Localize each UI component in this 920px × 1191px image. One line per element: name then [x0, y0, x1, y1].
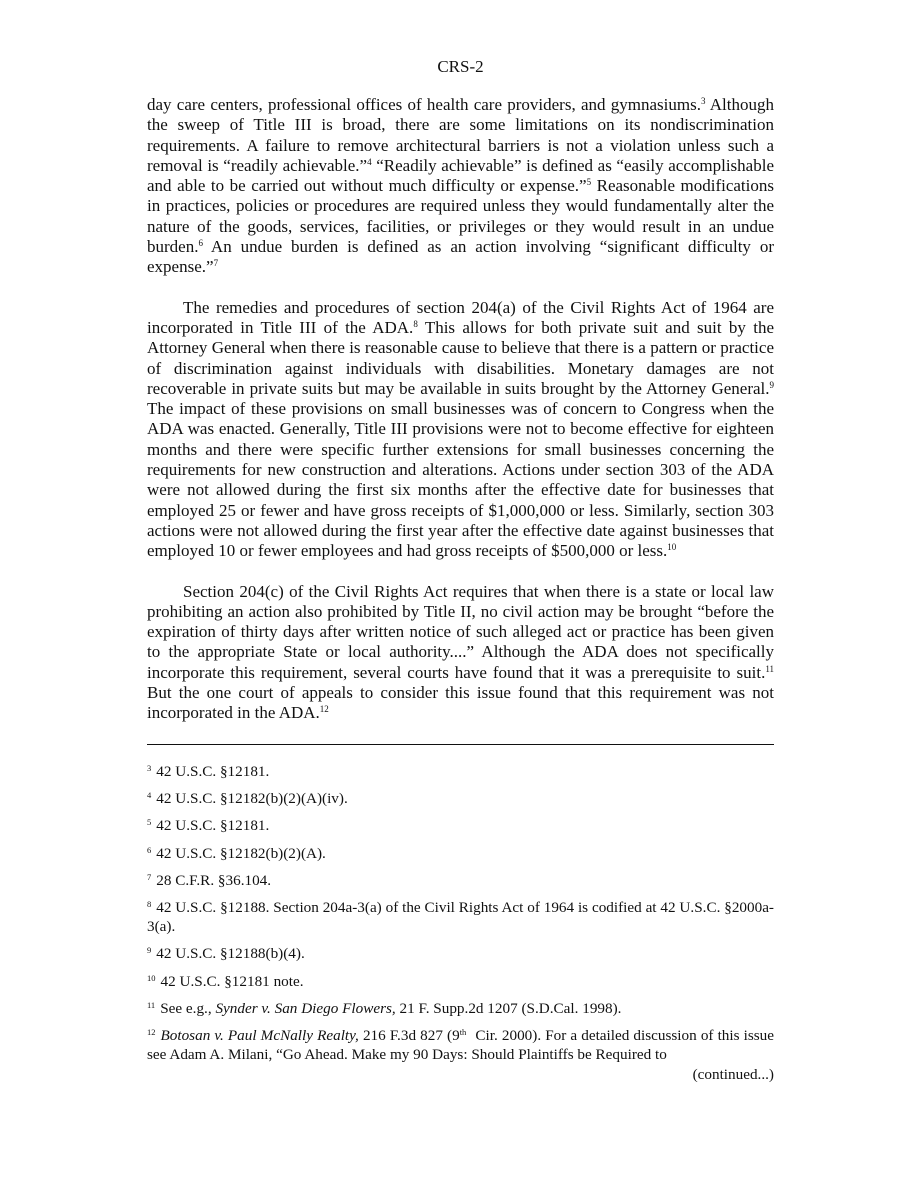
footnote-number: 9	[147, 945, 152, 956]
footnote-ref: 10	[667, 542, 677, 553]
footnote-number: 3	[147, 762, 152, 773]
case-citation: Synder v. San Diego Flowers,	[215, 999, 396, 1017]
footnote	[147, 789, 774, 808]
footnote-number: 12	[147, 1027, 156, 1038]
footnote-number: 8	[147, 899, 152, 910]
footnote-ref: 9	[769, 379, 774, 390]
footnote-number: 6	[147, 844, 152, 855]
paragraph	[147, 95, 774, 278]
paragraph	[147, 582, 774, 724]
text-run: An undue burden is defined as an action involving “significant difficulty or expense.”	[147, 237, 774, 277]
footnote-ref: 12	[319, 704, 329, 715]
footnote	[147, 972, 774, 991]
footnote-ref: 8	[413, 318, 418, 329]
text-run: 42 U.S.C. §12188. Section 204a-3(a) of the Civil Rights Act of 1964 is codified at 42 U.S.C. §2000a-3(a).	[147, 899, 774, 936]
footnote-number: 7	[147, 871, 152, 882]
text-run: 42 U.S.C. §12182(b)(2)(A).	[156, 844, 326, 862]
body-text	[147, 95, 774, 724]
text-run: 42 U.S.C. §12182(b)(2)(A)(iv).	[156, 789, 348, 807]
text-run: This allows for both private suit and suit by the Attorney General when there is reasonable cause to believe that there is a pattern or practice of discrimination against individuals with disabilities. Monetary damages are not recoverable in private suits but may be available in suits brought by the Attorney General.	[147, 317, 774, 398]
text-run: See e.g.,	[160, 999, 216, 1017]
footnote-ref: 7	[213, 258, 219, 269]
text-run: The remedies and procedures of section 204(a) of the Civil Rights Act of 1964 are incorporated in Title III of the ADA.	[147, 297, 774, 337]
footnote-ref: 3	[700, 96, 706, 106]
text-run: 21 F. Supp.2d 1207 (S.D.Cal. 1998).	[395, 999, 622, 1017]
text-run: The impact of these provisions on small businesses was of concern to Congress when the ADA was enacted. Generally, Title III provisions were not to become effective for eighteen months and there were specific further extensions for small businesses concerning the requirements for new construction and alterations. Actions under section 303 of the ADA were not allowed during the first six months after the effective date for businesses that employed 25 or fewer and have gross receipts of $1,000,000 or less. Similarly, section 303 actions were not allowed during the first year after the effective date against businesses that employed 10 or fewer employees and had gross receipts of $500,000 or less.	[147, 399, 774, 561]
text-run: Cir. 2000). For a detailed discussion of this issue see Adam A. Milani, “Go Ahead. Make my 90 Days: Should Plaintiffs be Required to	[147, 1027, 774, 1064]
text-run: But the one court of appeals to consider this issue found that this requirement was not incorporated in the ADA.	[147, 683, 774, 723]
footnote-number: 4	[147, 789, 152, 800]
footnote	[147, 844, 774, 863]
footnote-ref: 11	[765, 663, 774, 674]
footnote	[147, 871, 774, 890]
text-run: 42 U.S.C. §12188(b)(4).	[156, 945, 305, 963]
footnotes	[147, 762, 774, 1065]
footnote	[147, 999, 774, 1018]
footnote	[147, 944, 774, 963]
text-run: day care centers, professional offices of health care providers, and gymnasiums.	[147, 95, 701, 114]
text-run: 42 U.S.C. §12181.	[156, 817, 270, 835]
footnote-divider	[147, 744, 774, 745]
text-run: Although the sweep of Title III is broad, there are some limitations on its nondiscrimination requirements. A failure to remove architectural barriers is not a violation unless such a removal is “readily achievable.”	[147, 95, 774, 175]
text-run: “Readily achievable” is defined as “easily accomplishable and able to be carried out without much difficulty or expense.”	[147, 155, 774, 196]
text-run: 42 U.S.C. §12181 note.	[160, 972, 304, 990]
footnote-number: 5	[147, 817, 152, 828]
footnote-ref: 6	[198, 238, 203, 249]
text-run: Reasonable modifications in practices, policies or procedures are required unless they would fundamentally alter the nature of the goods, services, facilities, or privileges or they would result in an undue burden.	[147, 176, 774, 257]
footnote-ref: 4	[367, 156, 372, 167]
document-page	[147, 0, 774, 1084]
continued-note: (continued...)	[692, 1065, 774, 1083]
footnote-ref: th	[459, 1027, 467, 1038]
footnote	[147, 1026, 774, 1064]
paragraph	[147, 298, 774, 562]
footnote-number: 11	[147, 999, 156, 1010]
footnote	[147, 762, 774, 781]
text-run: 42 U.S.C. §12181.	[156, 762, 270, 780]
case-citation: Botosan v. Paul McNally Realty,	[160, 1027, 359, 1045]
footnote-ref: 5	[586, 177, 592, 188]
footnote-number: 10	[147, 972, 156, 983]
text-run: 216 F.3d 827 (9	[358, 1027, 460, 1045]
page-header: CRS-2	[437, 57, 484, 76]
text-run: 28 C.F.R. §36.104.	[156, 871, 272, 889]
footnote	[147, 898, 774, 936]
footnote	[147, 816, 774, 835]
text-run: Section 204(c) of the Civil Rights Act requires that when there is a state or local law prohibiting an action also prohibited by Title II, no civil action may be brought “before the expiration of thirty days after written notice of such alleged act or practice has been given to the appropriate State or local authority....” Although the ADA does not specifically incorporate this requirement, several courts have found that it was a prerequisite to suit.	[147, 581, 774, 682]
